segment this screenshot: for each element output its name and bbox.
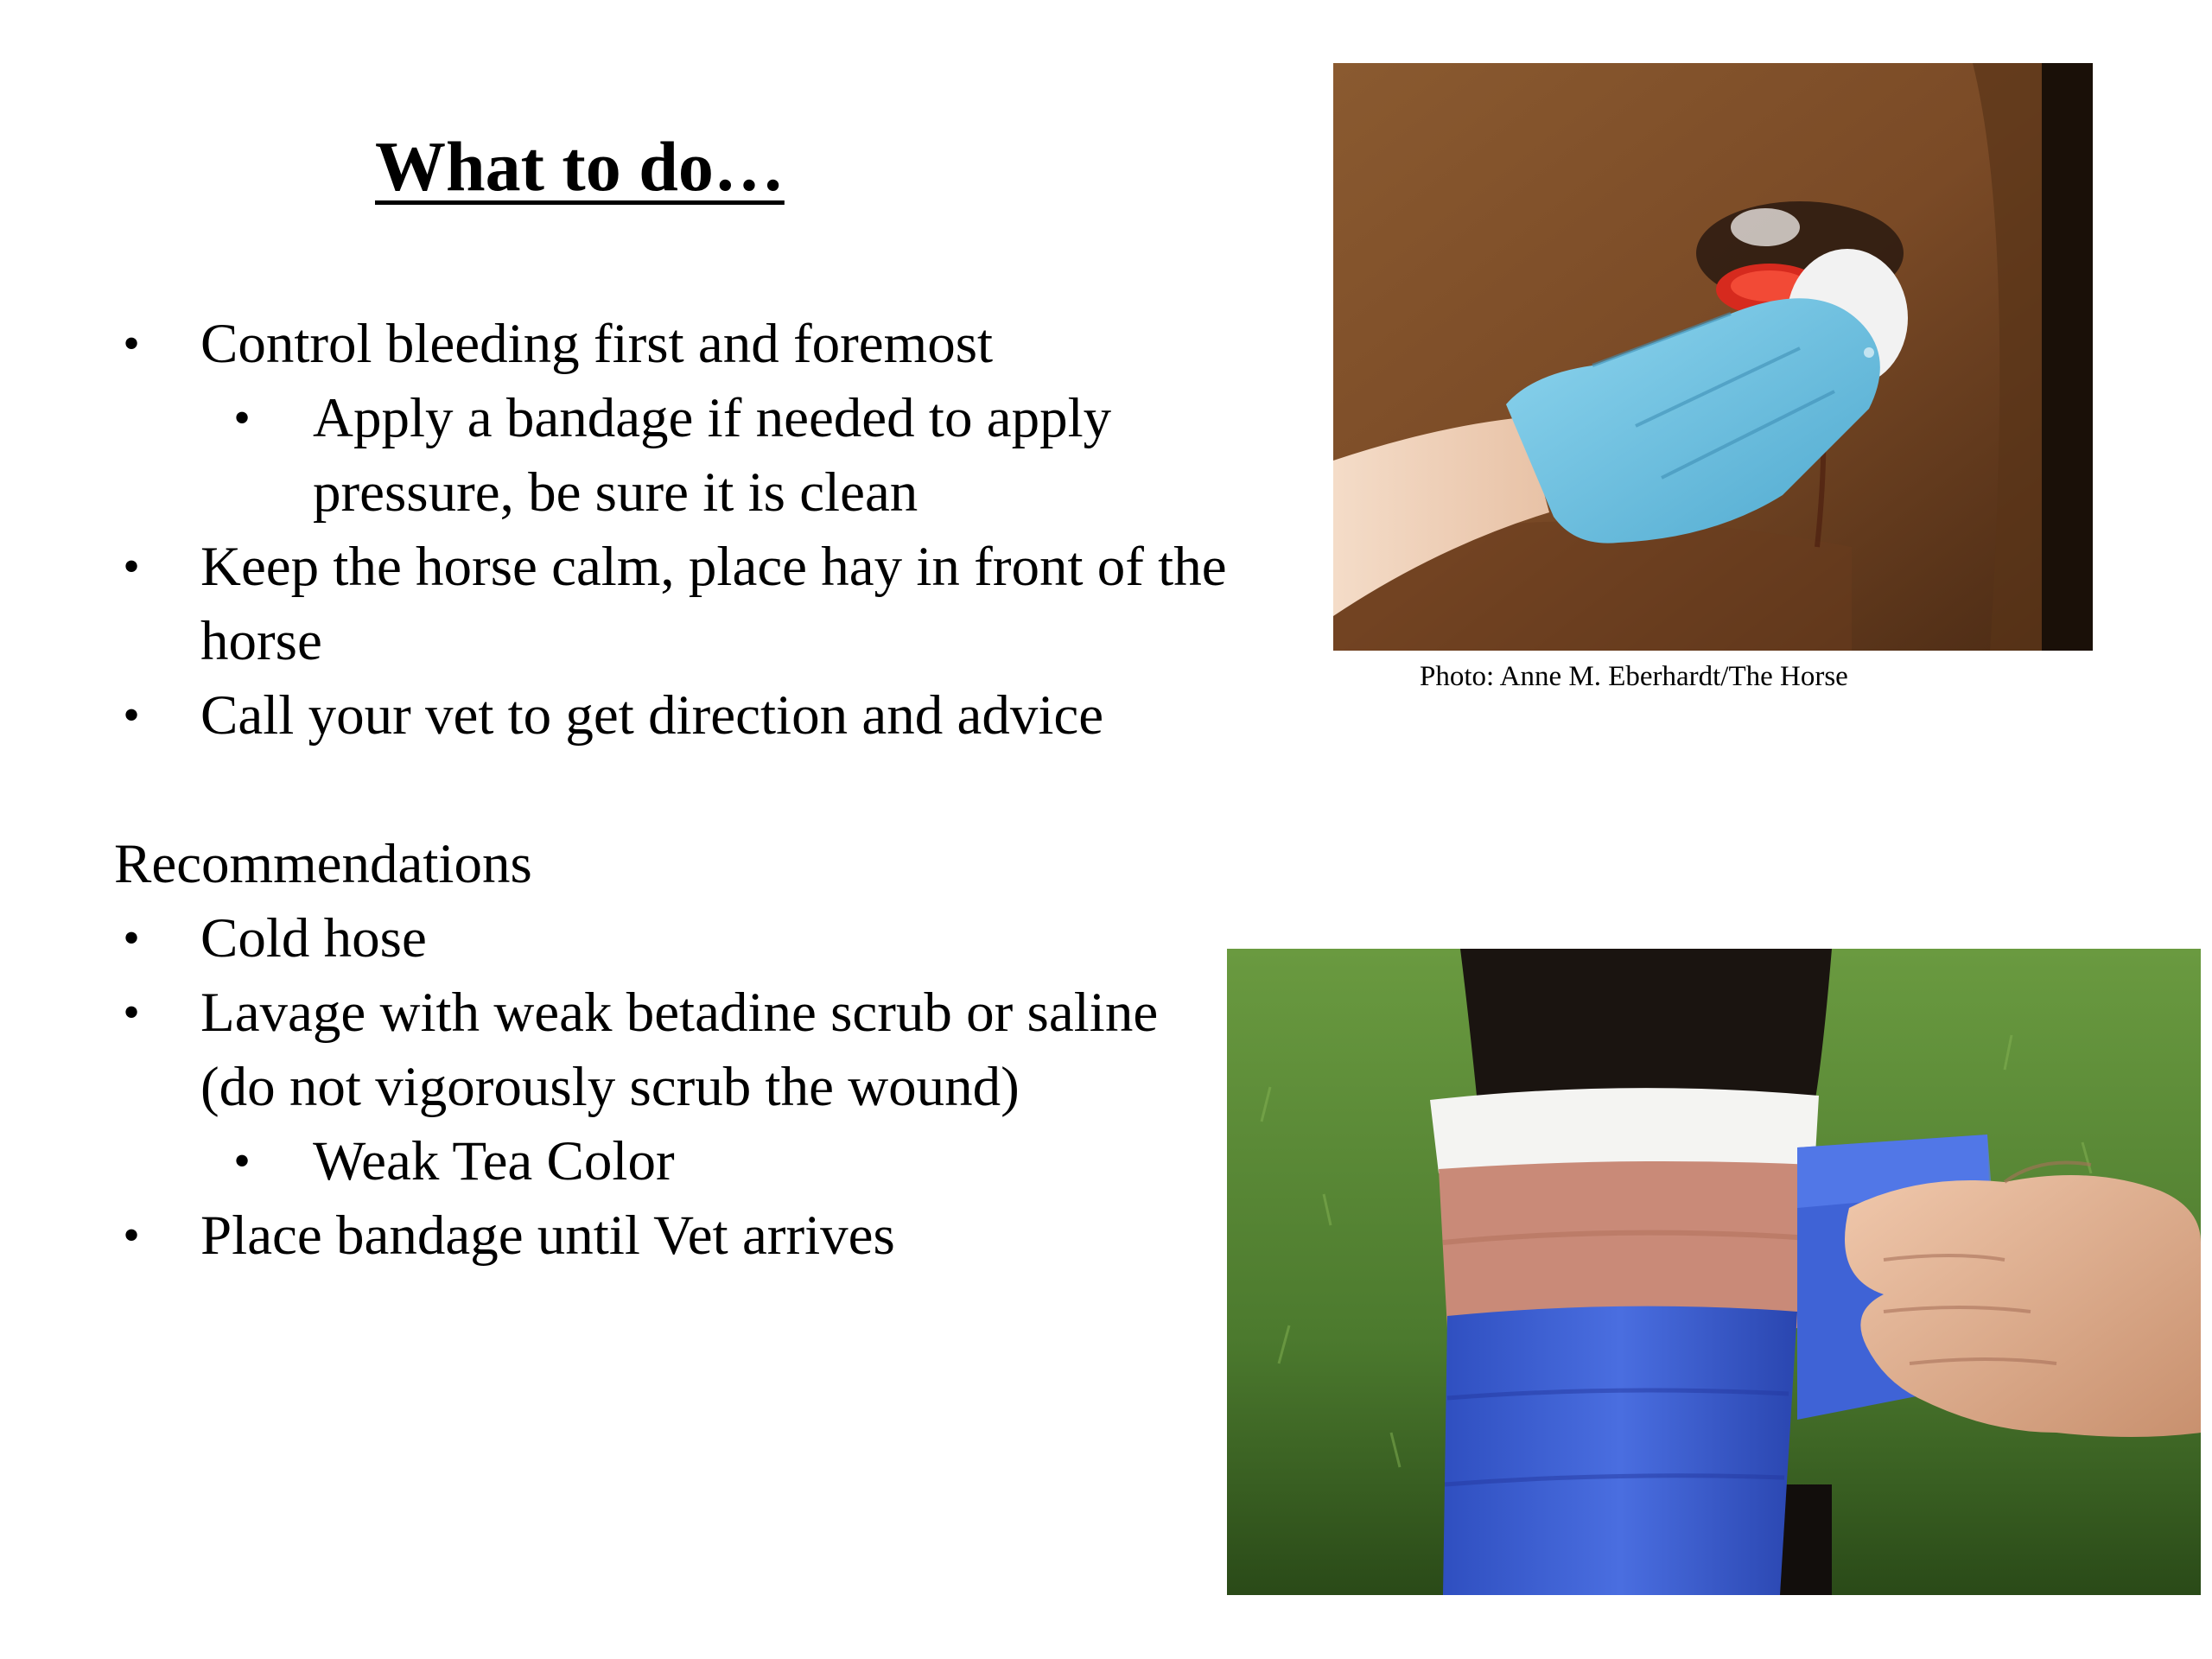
bullet-text: Lavage with weak betadine scrub or saline (do not vigorously scrub the wound): [200, 982, 1159, 1118]
sub-bullet-item: [114, 381, 1237, 530]
bullet-item: [114, 307, 1237, 381]
bullet-glyph: •: [123, 317, 140, 371]
bullet-glyph: •: [123, 986, 140, 1039]
bullet-glyph: •: [123, 912, 140, 965]
bullet-item: [114, 530, 1237, 678]
bullet-glyph: •: [233, 1135, 251, 1188]
bullet-text: Call your vet to get direction and advice: [200, 684, 1104, 747]
recommendation-item: [114, 901, 1237, 976]
recommendations-heading: Recommendations: [114, 833, 532, 895]
bullet-text: Control bleeding first and foremost: [200, 313, 994, 375]
recommendation-item: [114, 976, 1237, 1124]
photo-credit: Photo: Anne M. Eberhardt/The Horse: [1420, 661, 1848, 692]
recommendation-sub-item: [114, 1124, 1237, 1198]
bullet-text: Cold hose: [200, 907, 427, 969]
slide-title: What to do…: [375, 127, 785, 206]
bullet-glyph: •: [233, 391, 251, 445]
bullet-item: [114, 678, 1237, 753]
leg-bandage-photo: [1227, 949, 2201, 1595]
recommendation-item: [114, 1198, 1237, 1273]
bullet-list: [114, 307, 1237, 1273]
bullet-text: Apply a bandage if needed to apply pressure, be sure it is clean: [313, 387, 1112, 524]
horse-wound-photo: [1333, 63, 2093, 651]
bullet-text: Keep the horse calm, place hay in front of the horse: [200, 536, 1227, 672]
bullet-glyph: •: [123, 540, 140, 594]
leg-bandage-illustration: [1227, 949, 2201, 1595]
bullet-glyph: •: [123, 1209, 140, 1262]
bullet-text: Place bandage until Vet arrives: [200, 1205, 895, 1267]
bullet-glyph: •: [123, 689, 140, 742]
horse-wound-illustration: [1333, 63, 2093, 651]
bullet-text: Weak Tea Color: [313, 1130, 675, 1192]
